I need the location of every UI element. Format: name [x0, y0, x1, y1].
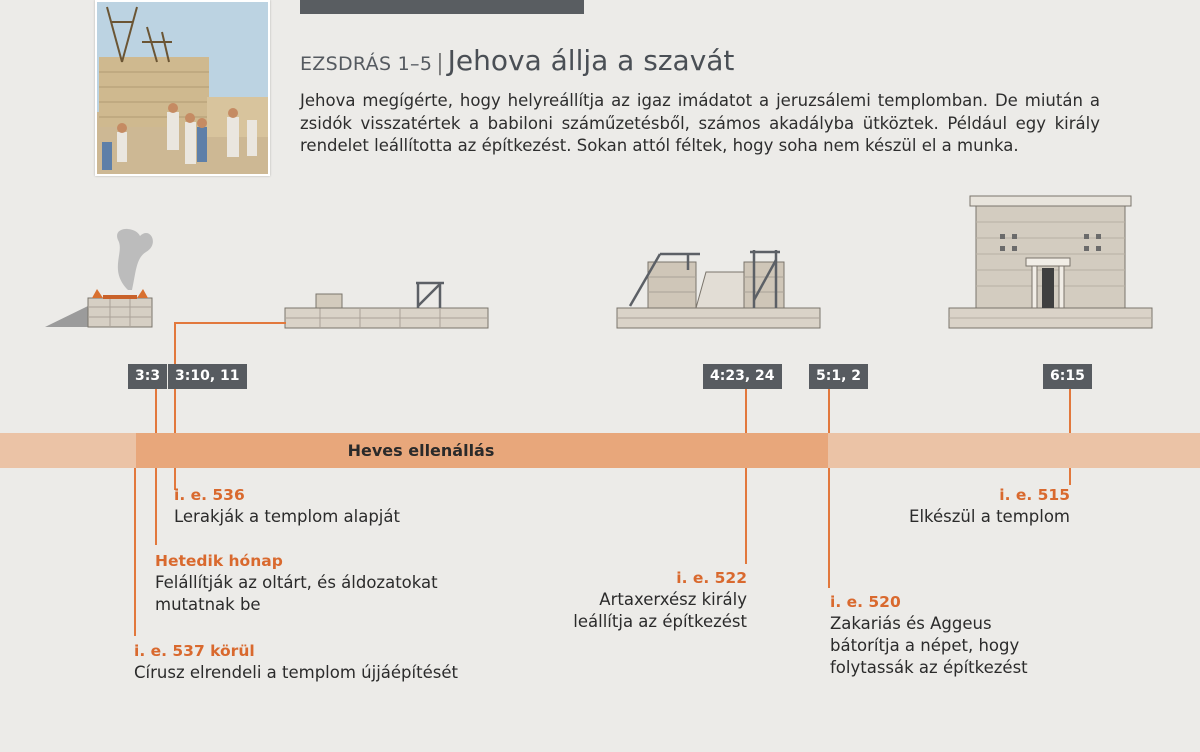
reference-badge-4-23: 4:23, 24: [703, 364, 782, 389]
event-date: i. e. 536: [174, 486, 245, 504]
event-text: Elkészül a templom: [909, 507, 1070, 526]
event-520: [830, 591, 1028, 679]
reference-badge-3-3: 3:3: [128, 364, 167, 389]
heading-separator: |: [436, 51, 444, 76]
event-date: i. e. 515: [999, 486, 1070, 504]
event-date: i. e. 522: [676, 569, 747, 587]
event-text-line1: Felállítják az oltárt, és áldozatokat: [155, 573, 438, 592]
connector-520: [828, 388, 830, 588]
event-537: [134, 640, 458, 684]
event-text-line1: Artaxerxész király: [599, 590, 747, 609]
foundation-illustration: [285, 282, 488, 328]
reference-badge-6-15: 6:15: [1043, 364, 1092, 389]
walls-illustration: [617, 250, 820, 328]
event-515: [870, 484, 1070, 528]
event-date: i. e. 520: [830, 593, 901, 611]
event-text-line2: leállítja az építkezést: [573, 612, 747, 631]
event-text-line1: Zakariás és Aggeus: [830, 614, 992, 633]
event-date: Hetedik hónap: [155, 552, 283, 570]
event-seventh-month: [155, 550, 438, 616]
event-date: i. e. 537 körül: [134, 642, 255, 660]
event-536: [174, 484, 400, 528]
connector-536-top: [174, 322, 286, 324]
scripture-reference: EZSDRÁS 1–5: [300, 53, 433, 75]
event-text: Lerakják a templom alapját: [174, 507, 400, 526]
altar-illustration: [45, 229, 153, 327]
event-text-line2: mutatnak be: [155, 595, 261, 614]
connector-522: [745, 388, 747, 564]
reference-badge-5-1: 5:1, 2: [809, 364, 868, 389]
temple-illustration: [949, 196, 1152, 328]
opposition-label: Heves ellenállás: [347, 441, 495, 460]
reference-badge-3-10: 3:10, 11: [168, 364, 247, 389]
intro-paragraph: Jehova megígérte, hogy helyreállítja az igaz imádatot a jeruzsálemi templomban. De miután a zsidók visszatértek a babiloni száműzetésből, számos akadályba ütköztek. Például egy király rendelet leállította az építkezést. Sokan attól féltek, hogy soha nem készül el a munka.: [300, 91, 1100, 155]
event-522: [545, 567, 747, 633]
event-text-line3: folytassák az építkezést: [830, 658, 1028, 677]
event-text: Círusz elrendeli a templom újjáépítését: [134, 663, 458, 682]
event-text-line2: bátorítja a népet, hogy: [830, 636, 1020, 655]
page-title: Jehova állja a szavát: [447, 44, 735, 77]
